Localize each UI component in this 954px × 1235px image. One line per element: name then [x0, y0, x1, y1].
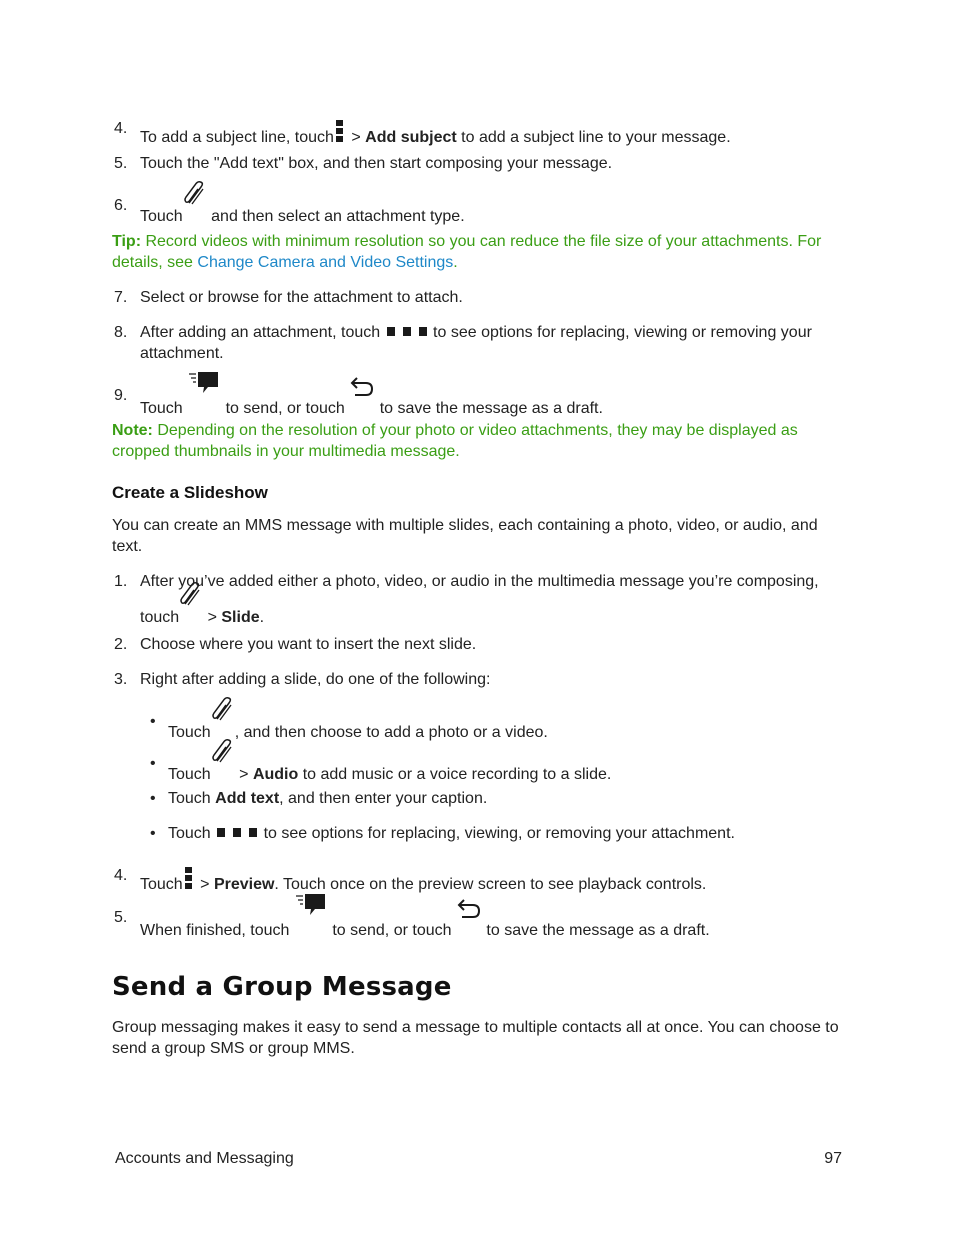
paperclip-icon: [211, 711, 235, 737]
footer-section-title: Accounts and Messaging: [115, 1150, 294, 1167]
menu-icon: [185, 867, 193, 891]
back-icon: [349, 391, 375, 413]
page-number: 97: [824, 1150, 842, 1167]
step-number: 4.: [114, 120, 128, 137]
note-paragraph: Note: Depending on the resolution of your photo or video attachments, they may be displayed as cropped thumbnails in your multimedia message.: [112, 422, 798, 460]
section-intro: You can create an MMS message with multiple slides, each containing a photo, video, or audio, and text.: [112, 517, 818, 555]
paperclip-icon: [211, 753, 235, 779]
settings-link[interactable]: Change Camera and Video Settings: [197, 254, 454, 271]
section-intro: Group messaging makes it easy to send a message to multiple contacts all at once. You can choose to send a group SMS or group MMS.: [112, 1019, 839, 1057]
more-options-icon: [385, 327, 429, 337]
section-heading: Create a Slideshow: [112, 483, 268, 502]
more-options-icon: [215, 828, 259, 838]
menu-icon: [336, 120, 344, 144]
page-heading: Send a Group Message: [112, 972, 452, 1002]
paperclip-icon: [183, 195, 207, 221]
tip-paragraph: Tip: Record videos with minimum resolution so you can reduce the file size of your attachments. For details, see Change Camera and Video Settings.: [112, 233, 822, 271]
send-message-icon: [294, 907, 328, 935]
send-message-icon: [187, 385, 221, 413]
back-icon: [456, 913, 482, 935]
paperclip-icon: [179, 596, 203, 622]
